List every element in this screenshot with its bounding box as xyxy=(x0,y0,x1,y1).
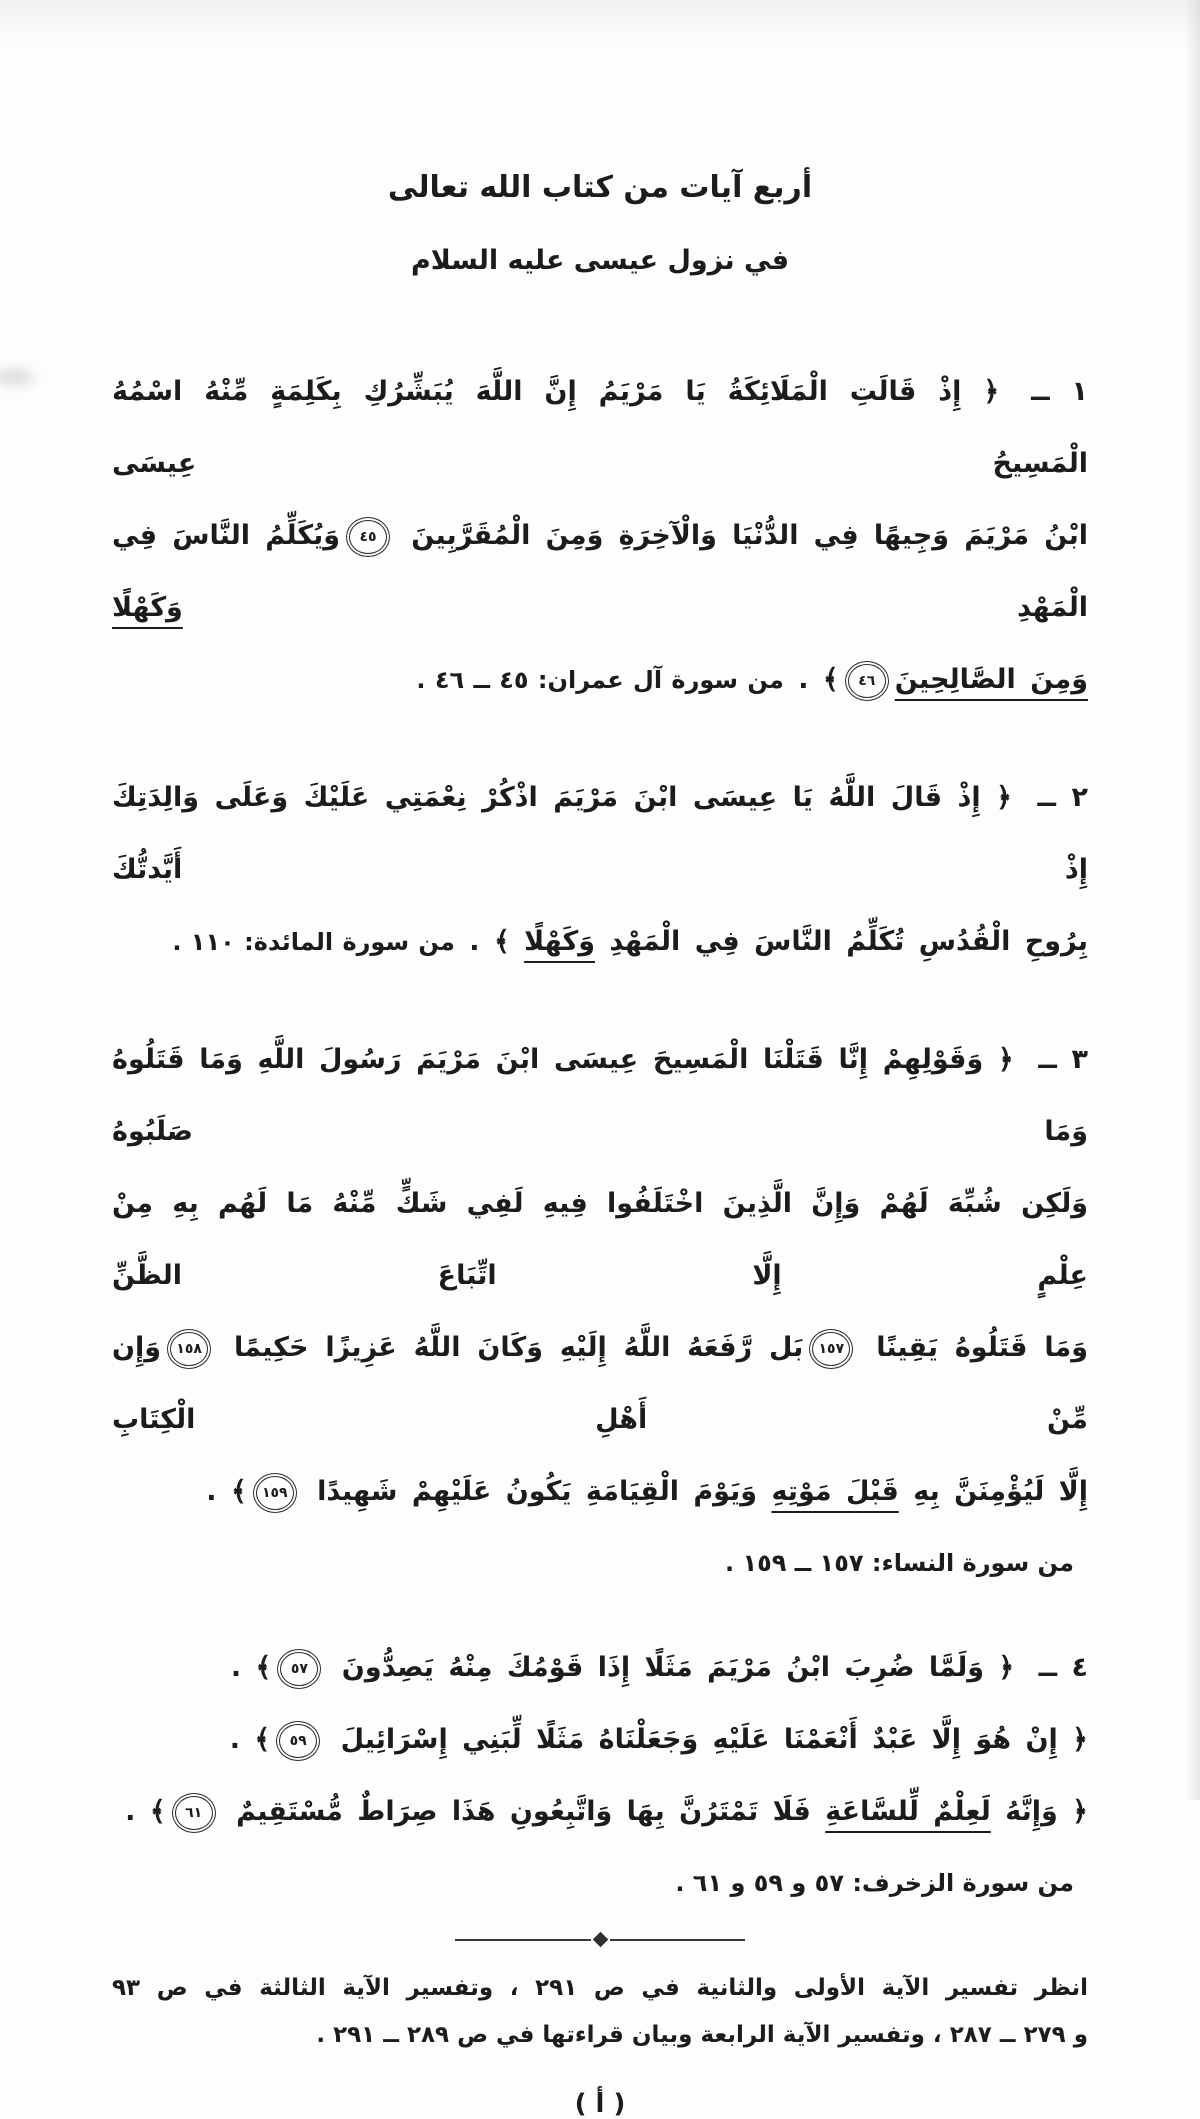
quran-text: ﴾ . xyxy=(230,1652,272,1683)
quran-line xyxy=(112,1776,1088,1848)
underlined-phrase: وَكَهْلًا xyxy=(524,926,595,957)
verses-section xyxy=(112,356,1088,1906)
quran-text: بَل رَّفَعَهُ اللَّهُ إِلَيْهِ وَكَانَ اللَّهُ عَزِيزًا حَكِيمًا xyxy=(234,1332,804,1363)
page-subtitle: في نزول عيسى عليه السلام xyxy=(410,245,789,276)
ayah-number-badge: ١٥٩ xyxy=(256,1476,294,1510)
page-marker: ( أ ) xyxy=(574,2089,626,2119)
quran-text: وَلَكِن شُبِّهَ لَهُمْ وَإِنَّ الَّذِينَ اخْتَلَفُوا فِيهِ لَفِي شَكٍّ مِّنْهُ مَا لَهُم بِهِ مِنْ عِلْمٍ إِلَّا اتِّبَاعَ الظَّنِّ xyxy=(112,1188,1088,1291)
ayah-number-badge: ١٥٨ xyxy=(170,1332,208,1366)
verse-block-2 xyxy=(112,762,1088,978)
source-citation: من سورة المائدة: ١١٠ . xyxy=(172,928,455,956)
quran-line xyxy=(112,1704,1088,1776)
quran-line xyxy=(112,356,1088,500)
quran-text: بِرُوحِ الْقُدُسِ تُكَلِّمُ النَّاسَ فِي الْمَهْدِ xyxy=(594,926,1088,957)
underlined-phrase: قَبْلَ مَوْتِهِ xyxy=(771,1476,899,1507)
quran-text: ﴿ وَإِنَّهُ xyxy=(990,1796,1088,1827)
section-divider xyxy=(455,1934,745,1945)
quran-text: ابْنُ مَرْيَمَ وَجِيهًا فِي الدُّنْيَا وَالْآخِرَةِ وَمِنَ الْمُقَرَّبِينَ xyxy=(411,520,1088,551)
ayah-number-badge: ٦١ xyxy=(175,1796,213,1830)
quran-text: ﴿ وَقَوْلِهِمْ إِنَّا قَتَلْنَا الْمَسِيحَ عِيسَى ابْنَ مَرْيَمَ رَسُولَ اللَّهِ وَمَا قَتَلُوهُ وَمَا صَلَبُوهُ xyxy=(112,1044,1088,1147)
quran-text: ﴾ . xyxy=(783,664,839,695)
verse-block-4 xyxy=(112,1632,1088,1906)
quran-text: إِلَّا لَيُؤْمِنَنَّ بِهِ xyxy=(898,1476,1088,1507)
divider-diamond-icon xyxy=(592,1932,608,1948)
divider-rule-left xyxy=(455,1939,591,1941)
quran-text: وَمَا قَتَلُوهُ يَقِينًا xyxy=(876,1332,1088,1363)
ayah-number-badge: ٥٩ xyxy=(279,1724,317,1758)
footnote-line-1: انظر تفسير الآية الأولى والثانية في ص ٢٩١ ، وتفسير الآية الثالثة في ص ٩٣ xyxy=(112,1975,1088,2001)
quran-text: ﴾ . xyxy=(206,1476,247,1507)
verse-number: ١ ــ xyxy=(1009,376,1089,407)
ayah-number-badge: ٤٦ xyxy=(848,664,886,698)
source-citation-line: من سورة الزخرف: ٥٧ و ٥٩ و ٦١ . xyxy=(675,1869,1074,1897)
quran-text: ﴿ إِذْ قَالَتِ الْمَلَائِكَةُ يَا مَرْيَمُ إِنَّ اللَّهَ يُبَشِّرُكِ بِكَلِمَةٍ مِّنْهُ اسْمُهُ الْمَسِيحُ عِيسَى xyxy=(112,376,1088,479)
underlined-phrase: وَكَهْلًا xyxy=(112,592,183,623)
quran-line xyxy=(112,1024,1088,1168)
quran-line xyxy=(112,762,1088,906)
page-title: أربع آيات من كتاب الله تعالى xyxy=(387,170,813,205)
quran-line xyxy=(112,500,1088,644)
quran-line xyxy=(112,1456,1088,1528)
quran-text: ﴿ إِنْ هُوَ إِلَّا عَبْدٌ أَنْعَمْنَا عَلَيْهِ وَجَعَلْنَاهُ مَثَلًا لِّبَنِي إِسْرَائِيلَ xyxy=(340,1724,1088,1755)
ayah-number-badge: ٤٥ xyxy=(349,520,387,554)
underlined-phrase: وَمِنَ الصَّالِحِينَ xyxy=(894,664,1088,695)
quran-line xyxy=(112,1632,1088,1704)
quran-text: وَيُكَلِّمُ النَّاسَ فِي الْمَهْدِ xyxy=(112,520,1088,623)
underlined-phrase: لَعِلْمٌ لِّلسَّاعَةِ xyxy=(825,1796,991,1827)
quran-text: ﴾ . xyxy=(125,1796,166,1827)
quran-line xyxy=(112,906,1088,978)
quran-text: ﴿ وَلَمَّا ضُرِبَ ابْنُ مَرْيَمَ مَثَلًا إِذَا قَوْمُكَ مِنْهُ يَصِدُّونَ xyxy=(341,1652,1015,1683)
footnote xyxy=(112,1965,1088,2059)
divider-rule-right xyxy=(610,1939,746,1941)
source-citation: من سورة آل عمران: ٤٥ ــ ٤٦ . xyxy=(416,666,784,694)
footnote-line-2: و ٢٧٩ ــ ٢٨٧ ، وتفسير الآية الرابعة وبيان قراءتها في ص ٢٨٩ ــ ٢٩١ . xyxy=(316,2022,1088,2048)
quran-text: فَلَا تَمْتَرُنَّ بِهَا وَاتَّبِعُونِ هَذَا صِرَاطٌ مُّسْتَقِيمٌ xyxy=(236,1796,826,1827)
verse-block-3 xyxy=(112,1024,1088,1586)
verse-number: ٤ ــ xyxy=(1024,1652,1088,1683)
quran-line xyxy=(112,644,1088,716)
quran-text: وَيَوْمَ الْقِيَامَةِ يَكُونُ عَلَيْهِمْ شَهِيدًا xyxy=(317,1476,772,1507)
ayah-number-badge: ٥٧ xyxy=(280,1652,318,1686)
source-citation-line: من سورة النساء: ١٥٧ ــ ١٥٩ . xyxy=(724,1549,1074,1577)
verse-number: ٣ ــ xyxy=(1023,1044,1088,1075)
verse-block-1 xyxy=(112,356,1088,716)
quran-text: ﴾ . xyxy=(454,926,525,957)
quran-text: وَإِن مِّنْ أَهْلِ الْكِتَابِ xyxy=(112,1332,1088,1435)
quran-text: ﴿ إِذْ قَالَ اللَّهُ يَا عِيسَى ابْنَ مَرْيَمَ اذْكُرْ نِعْمَتِي عَلَيْكَ وَعَلَى وَالِدَتِكَ إِذْ أَيَّدتُّكَ xyxy=(112,782,1088,885)
quran-line xyxy=(112,1168,1088,1312)
verse-number: ٢ ــ xyxy=(1022,782,1088,813)
ayah-number-badge: ١٥٧ xyxy=(812,1332,850,1366)
quran-text: ﴾ . xyxy=(229,1724,271,1755)
quran-line xyxy=(112,1312,1088,1456)
